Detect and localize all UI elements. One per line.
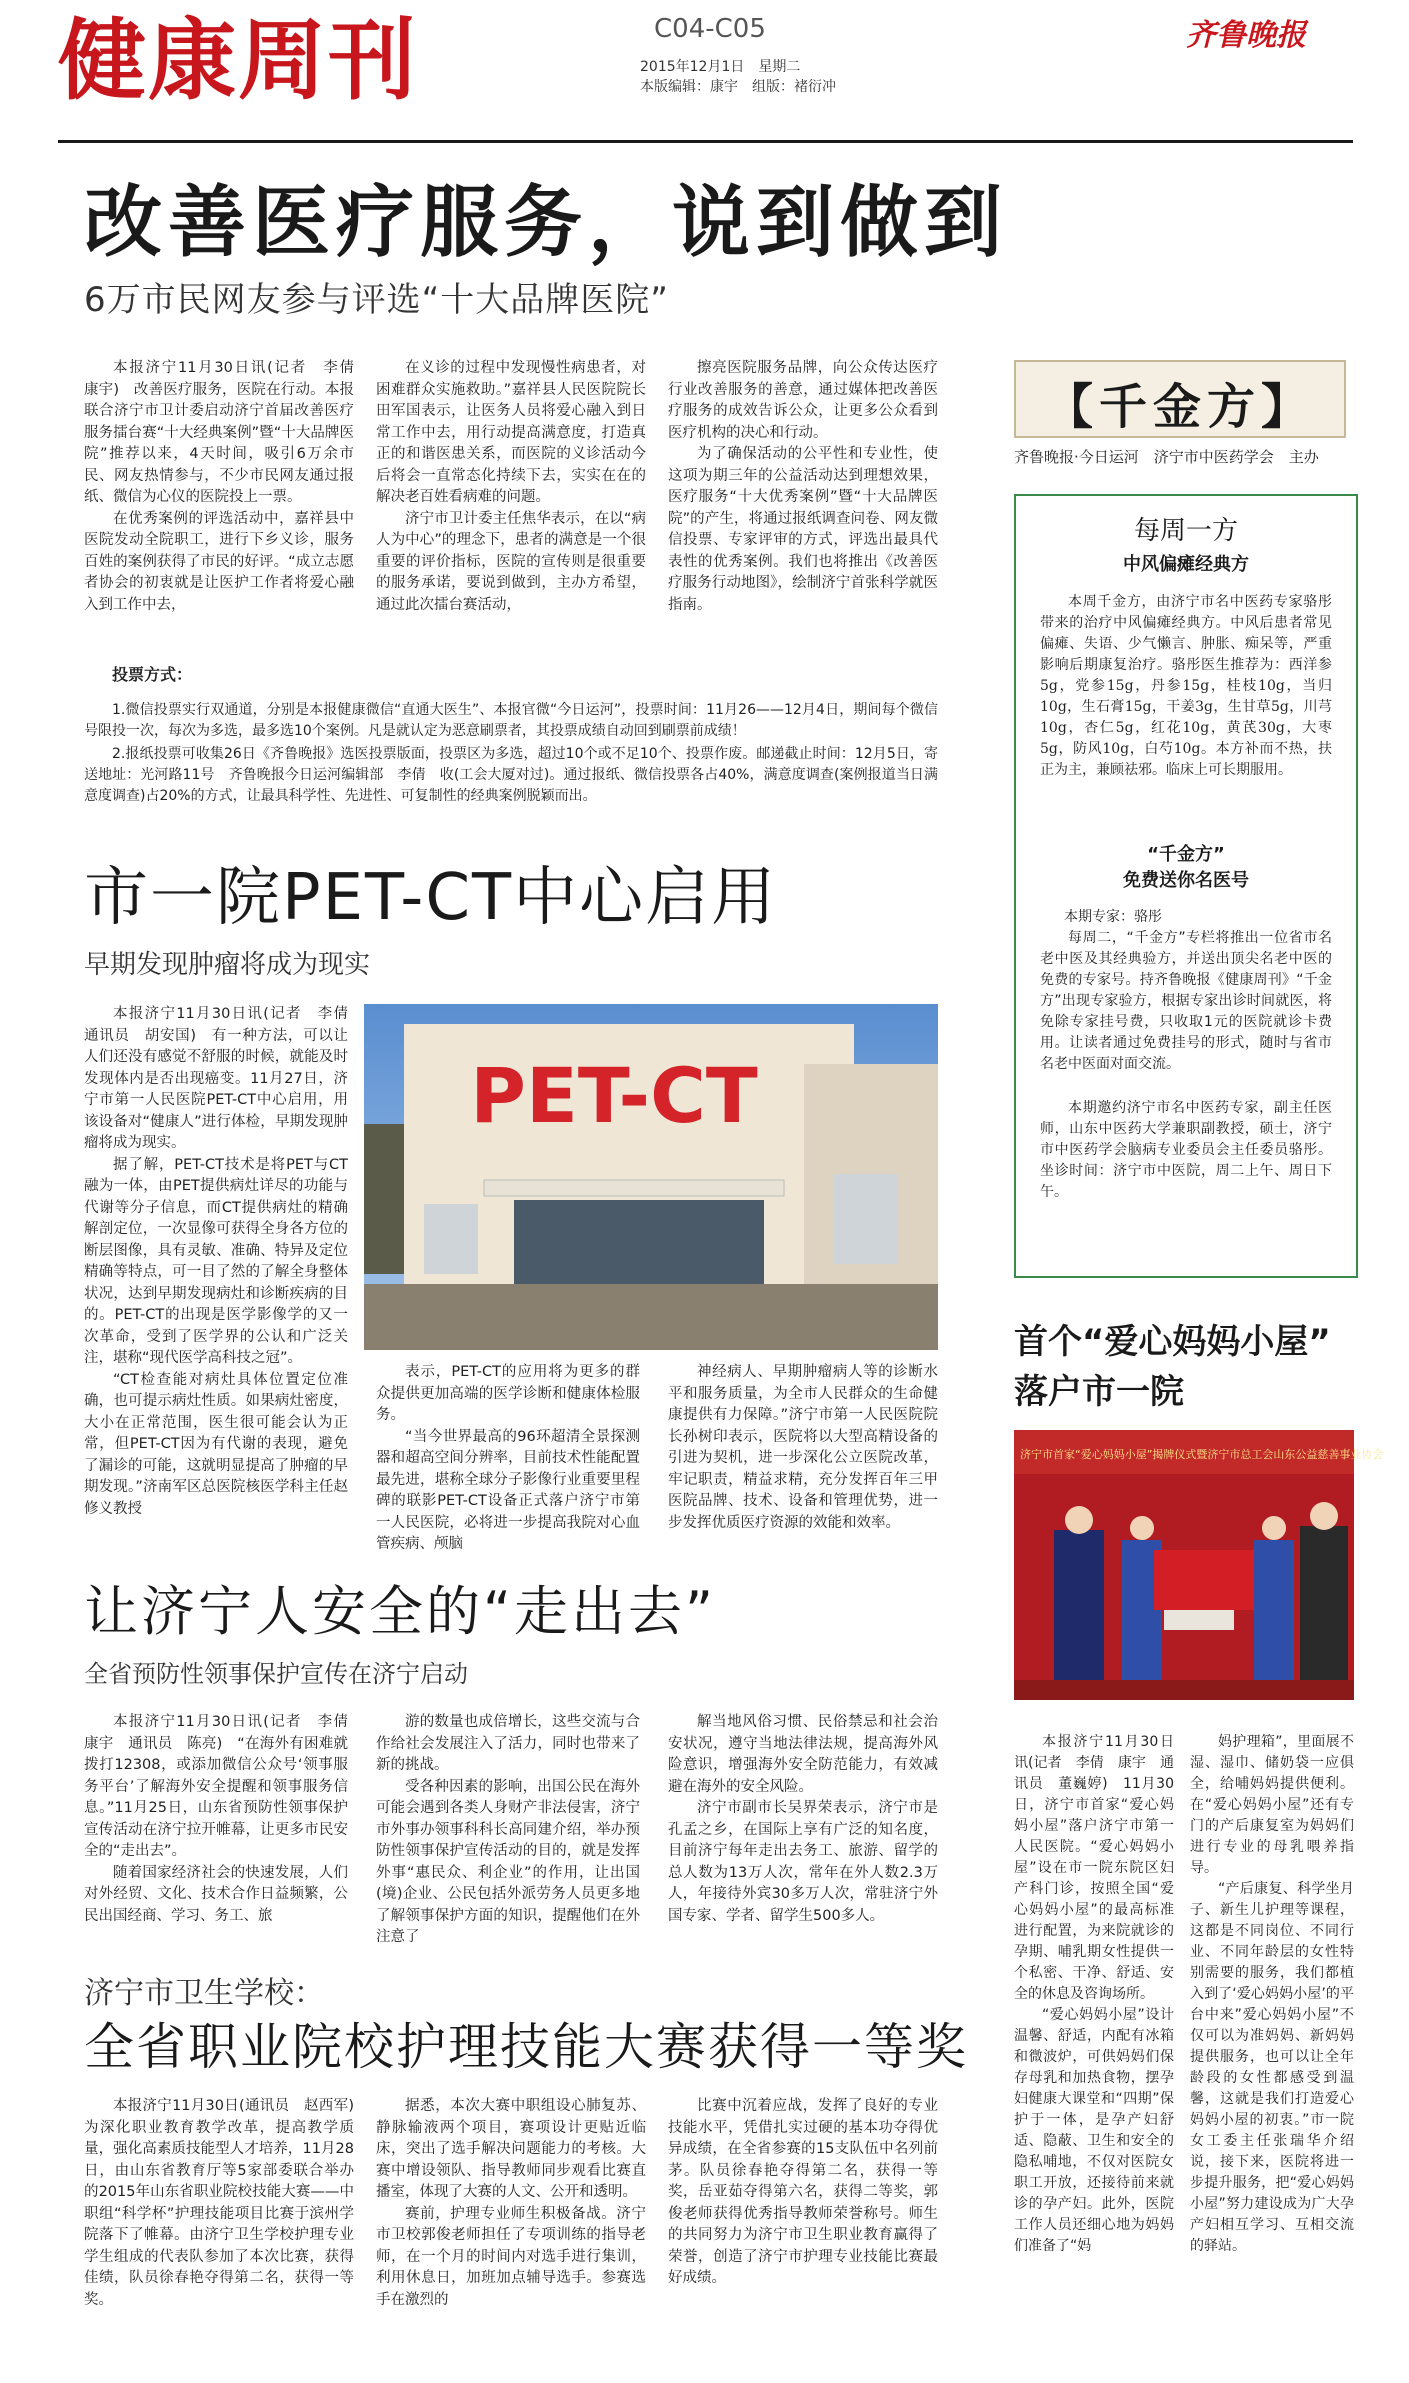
paragraph: “产后康复、科学坐月子、新生儿护理等课程，这都是不同岗位、不同行业、不同年龄层的女性特别需要的服务，我们都植入到了‘爱心妈妈小屋’的平台中来”爱心妈妈小屋”不仅可以为准妈妈、新妈妈提供服务，也可以让全年龄段的女性都感受到温馨，这就是我们打造爱心妈妈小屋的初衷。”市一院女工委主任张瑞华介绍说，接下来，医院将进一步提升服务，把“爱心妈妈小屋”努力建设成为广大孕产妇相互学习、互相交流的驿站。 xyxy=(1190,1881,1354,2254)
paragraph: 本报济宁11月30日讯(记者 李倩 通讯员 胡安国) 有一种方法，可以让人们还没有感觉不舒服的时候，就能及时发现体内是否出现癌变。11月27日，济宁市第一人民医院PET-CT中心启用，用该设备对“健康人”进行体检，早期发现肿瘤将成为现实。 xyxy=(84,1006,363,1151)
article3-headline: 首个“爱心妈妈小屋” xyxy=(1014,1322,1331,1362)
right-bracket-icon: 】 xyxy=(1261,379,1316,435)
masthead xyxy=(0,0,1409,145)
paragraph: 妈护理箱”，里面展不湿、湿巾、储奶袋一应俱全，给哺妈妈提供便利。在“爱心妈妈小屋”还有专门的产后康复室为妈妈们进行专业的母乳喂养指导。 xyxy=(1190,1734,1354,1876)
person-2-head xyxy=(1130,1516,1154,1540)
vote-item-1-text: 1.微信投票实行双通道，分别是本报健康微信“直通大医生”、本报官微“今日运河”，投票时间：11月26——12月4日，期间每个微信号限投一次，每次为多选，最多选10个案例。凡是就认定为恶意刷票者，其投票成绩自动回到刷票前成绩！ xyxy=(84,702,938,739)
article1-subhead: 6万市民网友参与评选“十大品牌医院” xyxy=(84,280,669,320)
recipe-text xyxy=(1040,592,1332,781)
article1-col2 xyxy=(376,358,646,648)
paragraph: 受各种因素的影响，出国公民在海外可能会遇到各类人身财产非法侵害，济宁市外事办领事科科长高同建介绍，举办预防性领事保护宣传活动的目的，就是发挥外事“惠民众、利企业”的作用，让出国(境)企业、公民包括外派劳务人员更多地了解领事保护方面的知识，提醒他们在外注意了 xyxy=(376,1778,640,1945)
article5-col2 xyxy=(376,2096,646,2336)
article5-headline: 全省职业院校护理技能大赛获得一等奖 xyxy=(84,2018,968,2076)
free-text-2 xyxy=(1040,1098,1332,1203)
article2-col3 xyxy=(668,1362,938,1542)
article2-subhead: 早期发现肿瘤将成为现实 xyxy=(84,950,371,980)
masthead-pages: C04-C05 xyxy=(654,14,766,44)
masthead-editors: 本版编辑：康宇 组版：褚衍冲 xyxy=(640,79,836,95)
paragraph: 赛前，护理专业师生积极备战。济宁市卫校郭俊老师担任了专项训练的指导老师，在一个月的时间内对选手进行集训，利用休息日，加班加点辅导选手。参赛选手在激烈的 xyxy=(376,2205,646,2308)
article4-subhead: 全省预防性领事保护宣传在济宁启动 xyxy=(84,1660,468,1688)
person-4 xyxy=(1300,1526,1348,1680)
paragraph: 比赛中沉着应战，发挥了良好的专业技能水平，凭借扎实过硬的基本功夺得优异成绩，在全省参赛的15支队伍中名列前茅。队员徐春艳夺得第二名，获得一等奖，岳亚茹夺得第六名，获得二等奖，郭俊老师获得优秀指导教师荣誉称号。师生的共同努力为济宁市卫生职业教育赢得了荣誉，创造了济宁市护理专业技能比赛最好成绩。 xyxy=(668,2098,938,2286)
window-left xyxy=(424,1204,478,1274)
vote-item-2-text: 2.报纸投票可收集26日《齐鲁晚报》选医投票版面，投票区为多选，超过10个或不足10个、投票作废。邮递截止时间：12月5日，寄送地址：光河路11号 齐鲁晚报今日运河编辑部 李倩 收(工会大厦对过)。通过报纸、微信投票各占40%，满意度调查(案例报道当日满意度调查)占20%的方式，让最具科学性、先进性、可复制性的经典案例脱颖而出。 xyxy=(84,746,938,804)
article3-headline-2: 落户市一院 xyxy=(1014,1372,1184,1412)
person-3-head xyxy=(1262,1516,1286,1540)
paragraph: 神经病人、早期肿瘤病人等的诊断水平和服务质量，为全市人民群众的生命健康提供有力保障。”济宁市第一人民医院院长孙树印表示，医院将以大型高精设备的引进为契机，进一步深化公立医院改革，牢记职责，精益求精，充分发挥百年三甲医院品牌、技术、设备和管理优势，进一步发挥优质医疗资源的效能和效率。 xyxy=(668,1364,938,1531)
ceremony-illustration xyxy=(1014,1430,1384,1700)
paragraph: 在优秀案例的评选活动中，嘉祥县中医院发动全院职工，进行下乡义诊，服务百姓的案例获得了市民的好评。“成立志愿者协会的初衷就是让医护工作者将爱心融入到工作中去， xyxy=(84,510,354,613)
paragraph: 据悉，本次大赛中职组设心肺复苏、静脉输液两个项目，赛项设计更贴近临床，突出了选手解决问题能力的考核。大赛中增设领队、指导教师同步观看比赛直播室，体现了大赛的人文、公开和透明。 xyxy=(376,2098,646,2200)
vote-title: 投票方式： xyxy=(112,665,193,684)
free-subtitle: 免费送你名医号 xyxy=(1123,870,1249,891)
red-cloth xyxy=(1154,1550,1254,1610)
article3-col1 xyxy=(1014,1732,1174,2342)
qianjin-organizers: 齐鲁晚报·今日运河 济宁市中医药学会 主办 xyxy=(1014,448,1319,466)
masthead-rule xyxy=(58,140,1353,143)
free-text-1-body: 每周二，“千金方”专栏将推出一位省市名老中医及其经典验方，并送出顶尖名老中医的免费的专家号。持齐鲁晚报《健康周刊》“千金方”出现专家验方，根据专家出诊时间就医，将免除专家挂号费，只收取1元的医院就诊卡费用。让读者通过免费挂号的形式，随时与省市名老中医面对面交流。 xyxy=(1040,930,1332,1072)
paragraph: 本报济宁11月30日(通讯员 赵西军) 为深化职业教育教学改革，提高教学质量，强化高素质技能型人才培养，11月28日，由山东省教育厅等5家部委联合举办的2015年山东省职业院校技能大赛——中职组“科学杯”护理技能项目比赛于滨州学院落下了帷幕。由济宁卫生学校护理专业学生组成的代表队参加了本次比赛，获得佳绩，队员徐春艳夺得第二名，获得一等奖。 xyxy=(84,2098,369,2308)
pet-ct-sign: PET-CT xyxy=(470,1051,758,1140)
recipe-text-body: 本周千金方，由济宁市名中医药专家骆彤带来的治疗中风偏瘫经典方。中风后患者常见偏瘫、失语、少气懒言、肿胀、痴呆等，严重影响后期康复治疗。骆彤医生推荐为：西洋参5g，党参15g，丹参15g，桂枝10g，当归10g，生石膏15g，干姜3g，生甘草5g，川芎10g，杏仁5g，红花10g，黄芪30g，大枣5g，防风10g，白芍10g。本方补而不热，扶正为主，兼顾祛邪。临床上可长期服用。 xyxy=(1040,594,1332,778)
qianjin-logo xyxy=(1016,368,1344,437)
canopy xyxy=(484,1180,784,1196)
article1-col1 xyxy=(84,358,369,648)
pet-ct-building-illustration xyxy=(364,1004,938,1350)
person-1-head xyxy=(1065,1506,1093,1534)
qianjin-logo-text: 千金方 xyxy=(1098,379,1261,435)
left-bracket-icon: 【 xyxy=(1044,379,1099,435)
paragraph: 本报济宁11月30日讯(记者 李倩 康宇 通讯员 陈亮) “在海外有困难就拨打12308，或添加微信公众号‘领事服务平台’了解海外安全提醒和领事服务信息。”11月25日，山东省预防性领事保护宣传活动在济宁拉开帷幕，让更多市民安全的“走出去”。 xyxy=(84,1714,363,1859)
paragraph: 在义诊的过程中发现慢性病患者，对困难群众实施救助。”嘉祥县人民医院院长田军国表示，让医务人员将爱心融入到日常工作中去，用行动提高满意度，打造真正的和谐医患关系，而医院的义诊活动今后将会一直常态化持续下去，实实在在的解决老百姓看病难的问题。 xyxy=(376,360,646,505)
paragraph: 济宁市副市长吴界荣表示，济宁市是孔孟之乡，在国际上享有广泛的知名度，目前济宁每年走出去务工、旅游、留学的总人数为13万人次，常年在外人数2.3万人，年接待外宾30多万人次，常驻济宁外国专家、学者、留学生500多人。 xyxy=(668,1800,938,1924)
paragraph: “当今世界最高的96环超清全景探测器和超高空间分辨率，目前技术性能配置最先进，堪称全球分子影像行业重要里程碑的联影PET-CT设备正式落户济宁市第一人民医院，必将进一步提高我院对心血管疾病、颅脑 xyxy=(376,1428,640,1552)
article5-kicker: 济宁市卫生学校： xyxy=(84,1976,324,2011)
article2-headline: 市一院PET-CT中心启用 xyxy=(84,861,778,935)
paragraph: 游的数量也成倍增长，这些交流与合作给社会发展注入了活力，同时也带来了新的挑战。 xyxy=(376,1714,640,1773)
love-mom-ceremony-photo xyxy=(1014,1430,1384,1700)
article4-col1 xyxy=(84,1712,363,1944)
paragraph: “爱心妈妈小屋”设计温馨、舒适，内配有冰箱和微波炉，可供妈妈们保存母乳和加热食物，摆孕妇健康大课堂和“四期”保护于一体，是孕产妇舒适、隐蔽、卫生和安全的隐私哺地，不仅对医院女职工开放，还接待前来就诊的孕产妇。此外，医院工作人员还细心地为妈妈们准备了“妈 xyxy=(1014,2007,1174,2254)
paragraph: 随着国家经济社会的快速发展，人们对外经贸、文化、技术合作日益频繁，公民出国经商、学习、务工、旅 xyxy=(84,1864,348,1924)
paragraph: 解当地风俗习惯、民俗禁忌和社会治安状况，遵守当地法律法规，提高海外风险意识，增强海外安全防范能力，有效减避在海外的安全风险。 xyxy=(668,1714,938,1795)
free-text-1 xyxy=(1040,928,1332,1075)
masthead-title: 健康周刊 xyxy=(58,9,419,112)
recipe-title: 中风偏瘫经典方 xyxy=(1123,554,1249,575)
paragraph: 本报济宁11月30日讯(记者 李倩 康宇) 改善医疗服务，医院在行动。本报联合济宁市卫计委启动济宁首届改善医疗服务擂台赛“十大经典案例”暨“十大品牌医院”推荐以来，4天时间，吸引6万余市民、网友热情参与，不少市民网友通过报纸、微信为心仪的医院投上一票。 xyxy=(84,360,369,505)
expert-line: 本期专家：骆彤 xyxy=(1064,909,1162,925)
qianjin-panel xyxy=(1014,494,1358,1278)
pet-ct-building-photo xyxy=(364,1004,938,1350)
article2-col2 xyxy=(376,1362,640,1552)
person-1 xyxy=(1054,1530,1104,1680)
paragraph: 据了解，PET-CT技术是将PET与CT融为一体，由PET提供病灶详尽的功能与代谢等分子信息，而CT提供病灶的精确解剖定位，一次显像可获得全身各方位的断层图像，具有灵敏、准确、特异及定位精确等特点，可一目了然的了解全身整体状况，达到早期发现病灶和诊断疾病的目的。PET-CT的出现是医学影像学的又一次革命，受到了医学界的公认和广泛关注，堪称“现代医学高科技之冠”。 xyxy=(84,1156,348,1366)
free-title: “千金方” xyxy=(1147,844,1225,865)
article5-col3 xyxy=(668,2096,938,2336)
paragraph: 济宁市卫计委主任焦华表示，在以“病人为中心”的理念下，患者的满意是一个很重要的评价指标，医院的宣传则是很重要的服务承诺，要说到做到，主办方希望，通过此次擂台赛活动， xyxy=(376,510,646,613)
paragraph: 表示，PET-CT的应用将为更多的群众提供更加高端的医学诊断和健康体检服务。 xyxy=(376,1364,640,1423)
article4-col3 xyxy=(668,1712,938,1944)
article1-headline: 改善医疗服务，说到做到 xyxy=(84,178,1009,268)
article4-col2 xyxy=(376,1712,640,1944)
paragraph: 擦亮医院服务品牌，向公众传达医疗行业改善服务的善意，通过媒体把改善医疗服务的成效告诉公众，让更多公众看到医疗机构的决心和行动。 xyxy=(668,360,938,441)
article4-headline: 让济宁人安全的“走出去” xyxy=(84,1580,716,1643)
paragraph: 本报济宁11月30日讯(记者 李倩 康宇 通讯员 董巍婷) 11月30日，济宁市首家“爱心妈妈小屋”落户济宁市第一人民医院。“爱心妈妈小屋”设在市一院东院区妇产科门诊，按照全国“爱心妈妈小屋”的最高标准进行配置，为来院就诊的孕期、哺乳期女性提供一个私密、干净、舒适、安全的休息及咨询场所。 xyxy=(1014,1734,1174,2002)
article5-col1 xyxy=(84,2096,369,2336)
article1-col3 xyxy=(668,358,938,648)
newspaper-logo: 齐鲁晚报 xyxy=(1186,18,1306,53)
masthead-date: 2015年12月1日 星期二 xyxy=(640,59,801,75)
vote-item-2 xyxy=(84,744,938,807)
article3-col2 xyxy=(1190,1732,1354,2342)
paragraph: “CT检查能对病灶具体位置定位准确，也可提示病灶性质。如果病灶密度，大小在正常范围，医生很可能会认为正常，但PET-CT因为有代谢的表现，避免了漏诊的可能，这就明显提高了肿瘤的早期发现。”济南军区总医院核医学科主任赵修义教授 xyxy=(84,1371,348,1517)
floor xyxy=(1014,1680,1354,1700)
person-4-head xyxy=(1310,1502,1338,1530)
ceremony-banner: 济宁市首家“爱心妈妈小屋”揭牌仪式暨济宁市总工会山东公益慈善事业协会 xyxy=(1020,1448,1384,1461)
vote-item-1 xyxy=(84,700,938,742)
free-text-2-body: 本期邀约济宁市名中医药专家，副主任医师，山东中医药大学兼职副教授，硕士，济宁市中医药学会脑病专业委员会主任委员骆彤。坐诊时间：济宁市中医院，周二上午、周日下午。 xyxy=(1040,1100,1332,1200)
qianjin-logo-box xyxy=(1014,360,1346,438)
person-3 xyxy=(1254,1540,1294,1680)
ground xyxy=(364,1284,938,1350)
window-right xyxy=(834,1174,898,1264)
article2-col1 xyxy=(84,1004,363,1542)
weekly-title: 每周一方 xyxy=(1133,516,1238,546)
paragraph: 为了确保活动的公平性和专业性，使这项为期三年的公益活动达到理想效果，医疗服务“十大优秀案例”暨“十大品牌医院”的产生，将通过报纸调查问卷、网友微信投票、专家评审的方式，评选出最具代表性的优秀案例。我们也将推出《改善医疗服务行动地图》，绘制济宁首张科学就医指南。 xyxy=(668,446,938,613)
entrance-glass xyxy=(514,1200,764,1284)
